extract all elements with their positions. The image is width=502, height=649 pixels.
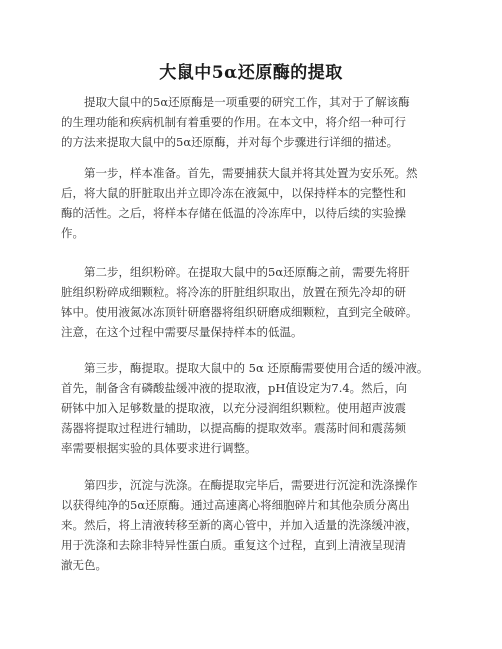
paragraph-line: 第一步，样本准备。首先，需要捕获大鼠并将其处置为安乐死。然 — [61, 166, 418, 180]
paragraph-step-1 — [61, 163, 461, 243]
document-title: 大鼠中5α还原酶的提取 — [159, 63, 343, 83]
paragraph-line: 脏组织粉碎成细颗粒。将冷冻的肝脏组织取出，放置在预先冷却的研 — [61, 285, 406, 299]
paragraph-line: 以获得纯净的5α还原酶。通过高速离心将细胞碎片和其他杂质分离出 — [61, 498, 410, 512]
paragraph-line: 澈无色。 — [61, 558, 107, 572]
paragraph-step-3 — [61, 358, 461, 458]
paragraph-line: 第二步，组织粉碎。在提取大鼠中的5α还原酶之前，需要先将肝 — [61, 265, 410, 279]
paragraph-line: 荡器将提取过程进行辅助，以提高酶的提取效率。震荡时间和震荡频 — [61, 421, 406, 435]
paragraph-line: 首先，制备含有磷酸盐缓冲液的提取液，pH值设定为7.4。然后，向 — [61, 381, 408, 395]
paragraph-line: 提取大鼠中的5α还原酶是一项重要的研究工作，其对于了解该酶 — [61, 95, 410, 109]
paragraph-line: 的生理功能和疾病机制有着重要的作用。在本文中，将介绍一种可行 — [61, 115, 406, 129]
paragraph-line: 第三步，酶提取。提取大鼠中的 5α 还原酶需要使用合适的缓冲液。 — [61, 361, 429, 375]
paragraph-line: 第四步，沉淀与洗涤。在酶提取完毕后，需要进行沉淀和洗涤操作 — [61, 478, 418, 492]
paragraph-intro — [61, 92, 461, 152]
paragraph-step-4 — [61, 475, 461, 575]
paragraph-line: 研钵中加入足够数量的提取液，以充分浸润组织颗粒。使用超声波震 — [61, 401, 406, 415]
paragraph-line: 酶的活性。之后，将样本存储在低温的冷冻库中，以待后续的实验操 — [61, 206, 406, 220]
paragraph-line: 作。 — [61, 226, 84, 240]
paragraph-line: 用于洗涤和去除非特异性蛋白质。重复这个过程，直到上清液呈现清 — [61, 538, 406, 552]
paragraph-line: 钵中。使用液氮冰冻顶针研磨器将组织研磨成细颗粒，直到完全破碎。 — [61, 305, 418, 319]
paragraph-step-2 — [61, 262, 461, 342]
paragraph-line: 后，将大鼠的肝脏取出并立即冷冻在液氮中，以保持样本的完整性和 — [61, 186, 406, 200]
paragraph-line: 率需要根据实验的具体要求进行调整。 — [61, 441, 257, 455]
paragraph-line: 的方法来提取大鼠中的5α还原酶，并对每个步骤进行详细的描述。 — [61, 135, 399, 149]
paragraph-line: 来。然后，将上清液转移至新的离心管中，并加入适量的洗涤缓冲液， — [61, 518, 418, 532]
paragraph-line: 注意，在这个过程中需要尽量保持样本的低温。 — [61, 325, 303, 339]
